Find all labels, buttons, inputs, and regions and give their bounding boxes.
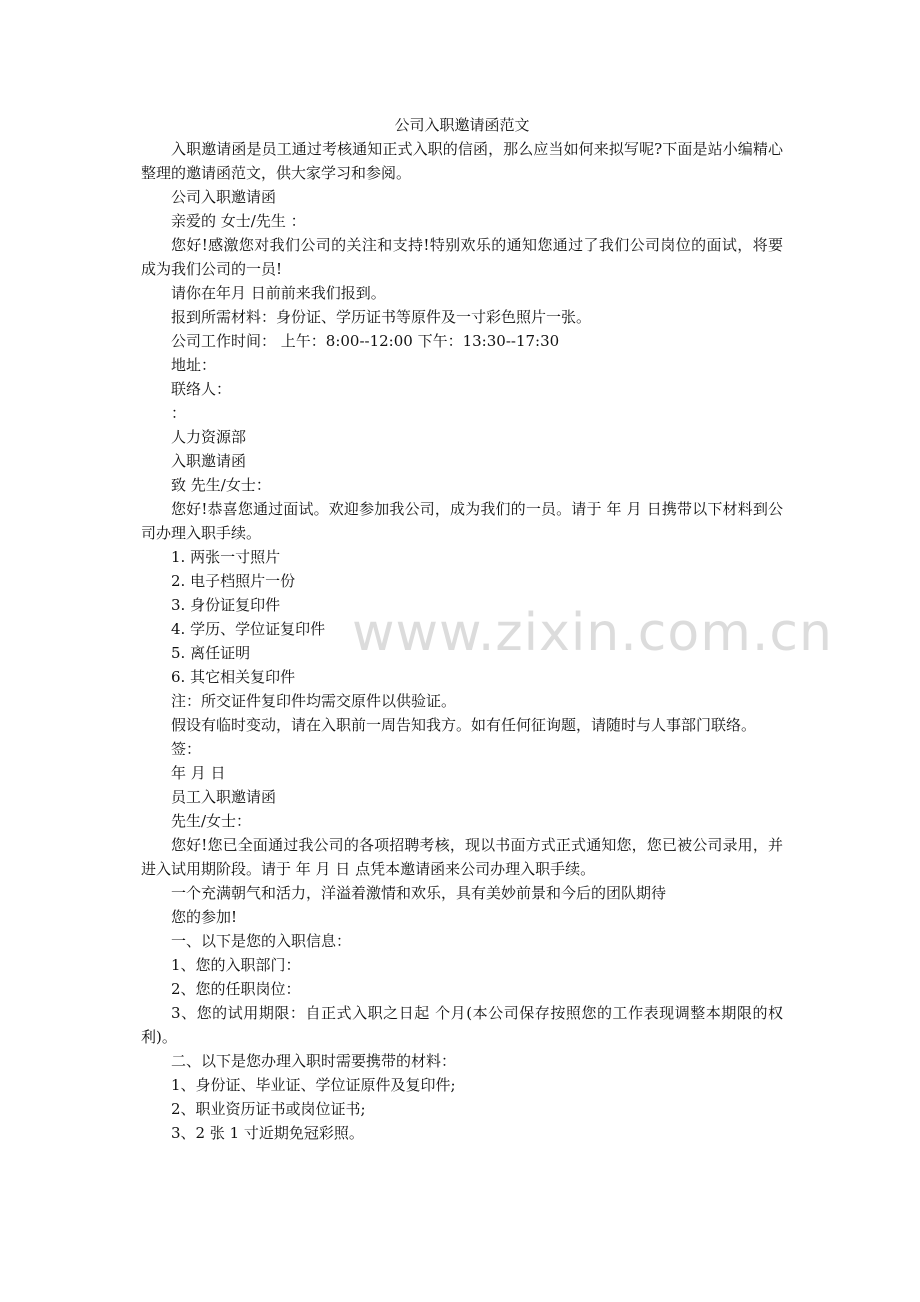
body-paragraph: 注：所交证件复印件均需交原件以供验证。 [171,692,457,710]
body-paragraph: 1、您的入职部门： [171,956,301,974]
body-paragraph: 签： [171,740,202,758]
body-paragraph: 致 先生/女士： [171,476,271,494]
body-paragraph: 请你在年月 日前前来我们报到。 [171,284,386,302]
body-paragraph: 入职邀请函是员工通过考核通知正式入职的信函，那么应当如何来拟写呢?下面是站小编精心整理的邀请函范文，供大家学习和参阅。 [141,140,783,182]
body-paragraph: 6. 其它相关复印件 [171,668,296,686]
body-paragraph: 1. 两张一寸照片 [171,548,281,566]
body-paragraph: 一个充满朝气和活力，洋溢着激情和欢乐，具有美妙前景和今后的团队期待 [171,884,667,902]
body-paragraph: 入职邀请函 [171,452,247,470]
body-paragraph: 3. 身份证复印件 [171,596,281,614]
document-title: 公司入职邀请函范文 [394,116,530,134]
body-paragraph: 2、职业资历证书或岗位证书; [171,1100,366,1118]
body-paragraph: 3、您的试用期限：自正式入职之日起 个月(本公司保存按照您的工作表现调整本期限的权利)。 [141,1004,783,1046]
body-paragraph: 联络人： [171,380,232,398]
body-paragraph: 二、以下是您办理入职时需要携带的材料： [171,1052,457,1070]
body-paragraph: 报到所需材料：身份证、学历证书等原件及一寸彩色照片一张。 [171,308,592,326]
body-paragraph: 亲爱的 女士/先生 ： [171,212,306,230]
body-paragraph: 公司工作时间： 上午：8:00--12:00 下午：13:30--17:30 [171,332,560,350]
body-paragraph: 2. 电子档照片一份 [171,572,296,590]
body-paragraph: 地址： [171,356,217,374]
body-paragraph: 一、以下是您的入职信息： [171,932,352,950]
body-paragraph: 2、您的任职岗位： [171,980,301,998]
body-paragraph: 年 月 日 [171,764,226,782]
body-paragraph: 先生/女士： [171,812,252,830]
body-paragraph: ： [171,404,187,422]
body-paragraph: 3、2 张 1 寸近期免冠彩照。 [171,1124,364,1142]
body-paragraph: 5. 离任证明 [171,644,251,662]
body-paragraph: 公司入职邀请函 [171,188,277,206]
body-paragraph: 您好!恭喜您通过面试。欢迎参加我公司，成为我们的一员。请于 年 月 日携带以下材料到公司办理入职手续。 [141,500,783,542]
body-paragraph: 员工入职邀请函 [171,788,277,806]
body-paragraph: 4. 学历、学位证复印件 [171,620,326,638]
body-paragraph: 您好!您已全面通过我公司的各项招聘考核，现以书面方式正式通知您，您已被公司录用，并进入试用期阶段。请于 年 月 日 点凭本邀请函来公司办理入职手续。 [141,836,783,878]
watermark-text: www.zixin.com.cn [352,603,833,663]
body-paragraph: 人力资源部 [171,428,247,446]
body-paragraph: 您的参加! [171,908,238,926]
body-paragraph: 1、身份证、毕业证、学位证原件及复印件; [171,1076,456,1094]
body-paragraph: 假设有临时变动，请在入职前一周告知我方。如有任何征询题，请随时与人事部门联络。 [171,716,757,734]
body-paragraph: 您好!感激您对我们公司的关注和支持!特别欢乐的通知您通过了我们公司岗位的面试，将要成为我们公司的一员! [141,236,783,278]
